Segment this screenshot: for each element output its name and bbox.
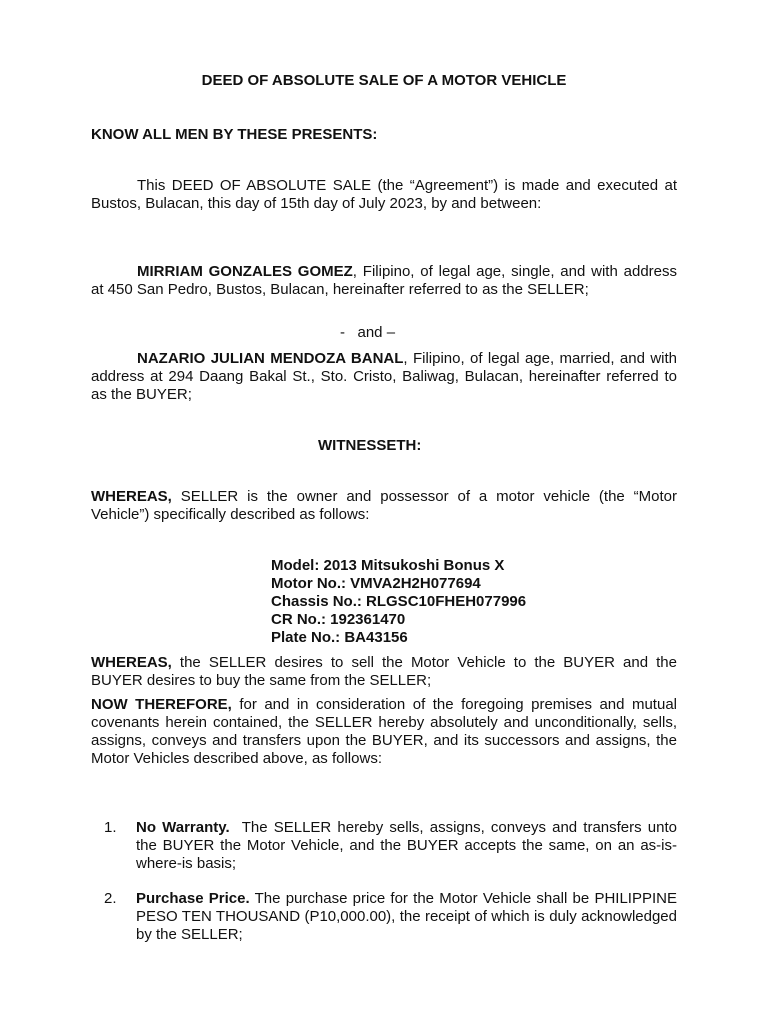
buyer-description: , Filipino, of legal age, married, and with address at 294 Daang Bakal St., Sto. Cristo, Baliwag, Bulacan, hereinafter referred to as the BUYER; — [91, 350, 678, 403]
whereas-sell-paragraph — [91, 654, 677, 690]
now-therefore-label: NOW THEREFORE, — [91, 696, 232, 713]
know-all-heading: KNOW ALL MEN BY THESE PRESENTS: — [91, 126, 378, 143]
clause-item — [104, 819, 682, 873]
document-title: DEED OF ABSOLUTE SALE OF A MOTOR VEHICLE — [201, 72, 567, 89]
whereas-label: WHEREAS, — [91, 488, 172, 505]
clause-number: 2. — [104, 890, 117, 907]
clause-item — [104, 890, 677, 944]
now-therefore-paragraph — [91, 696, 677, 768]
vehicle-chassis-no: Chassis No.: RLGSC10FHEH077996 — [271, 593, 527, 610]
clause-text: The SELLER hereby sells, assigns, conveys and transfers unto the BUYER the Motor Vehicle, and the BUYER accepts the same, on an as-is-where-is basis; — [136, 819, 682, 872]
clause-text: The purchase price for the Motor Vehicle shall be PHILIPPINE PESO TEN THOUSAND (P10,000.00), the receipt of which is duly acknowledged by the SELLER; — [136, 890, 677, 943]
vehicle-plate-no: Plate No.: BA43156 — [271, 629, 408, 646]
clause-heading: No Warranty. — [136, 819, 230, 836]
clause-heading: Purchase Price. — [136, 890, 250, 907]
seller-description: , Filipino, of legal age, single, and with address at 450 San Pedro, Bustos, Bulacan, hereinafter referred to as the SELLER; — [91, 263, 677, 298]
whereas-owner-paragraph — [91, 488, 677, 524]
vehicle-model: Model: 2013 Mitsukoshi Bonus X — [271, 557, 505, 574]
vehicle-motor-no: Motor No.: VMVA2H2H077694 — [271, 575, 481, 592]
intro-paragraph: This DEED OF ABSOLUTE SALE (the “Agreement”) is made and executed at Bustos, Bulacan, this day of 15th day of July 2023, by and between: — [91, 177, 677, 212]
whereas-label: WHEREAS, — [91, 654, 172, 671]
clause-body — [136, 890, 677, 944]
and-separator: - and – — [340, 324, 396, 341]
vehicle-details — [271, 557, 671, 647]
clause-number: 1. — [104, 819, 117, 836]
buyer-paragraph — [91, 350, 677, 404]
seller-paragraph — [91, 263, 677, 299]
buyer-name: NAZARIO JULIAN MENDOZA BANAL — [137, 350, 404, 367]
whereas-owner-text: SELLER is the owner and possessor of a motor vehicle (the “Motor Vehicle”) specifically described as follows: — [91, 488, 677, 523]
clause-body — [136, 819, 682, 873]
witnesseth-heading: WITNESSETH: — [318, 437, 422, 454]
now-therefore-text: for and in consideration of the foregoing premises and mutual covenants herein contained, the SELLER hereby absolutely and unconditionally, sells, assigns, conveys and transfers upon the BUYER, and its successors and assigns, the Motor Vehicles described above, as follows: — [91, 696, 677, 767]
seller-name: MIRRIAM GONZALES GOMEZ — [137, 263, 353, 280]
whereas-sell-text: the SELLER desires to sell the Motor Vehicle to the BUYER and the BUYER desires to buy the same from the SELLER; — [91, 654, 677, 689]
vehicle-cr-no: CR No.: 192361470 — [271, 611, 406, 628]
